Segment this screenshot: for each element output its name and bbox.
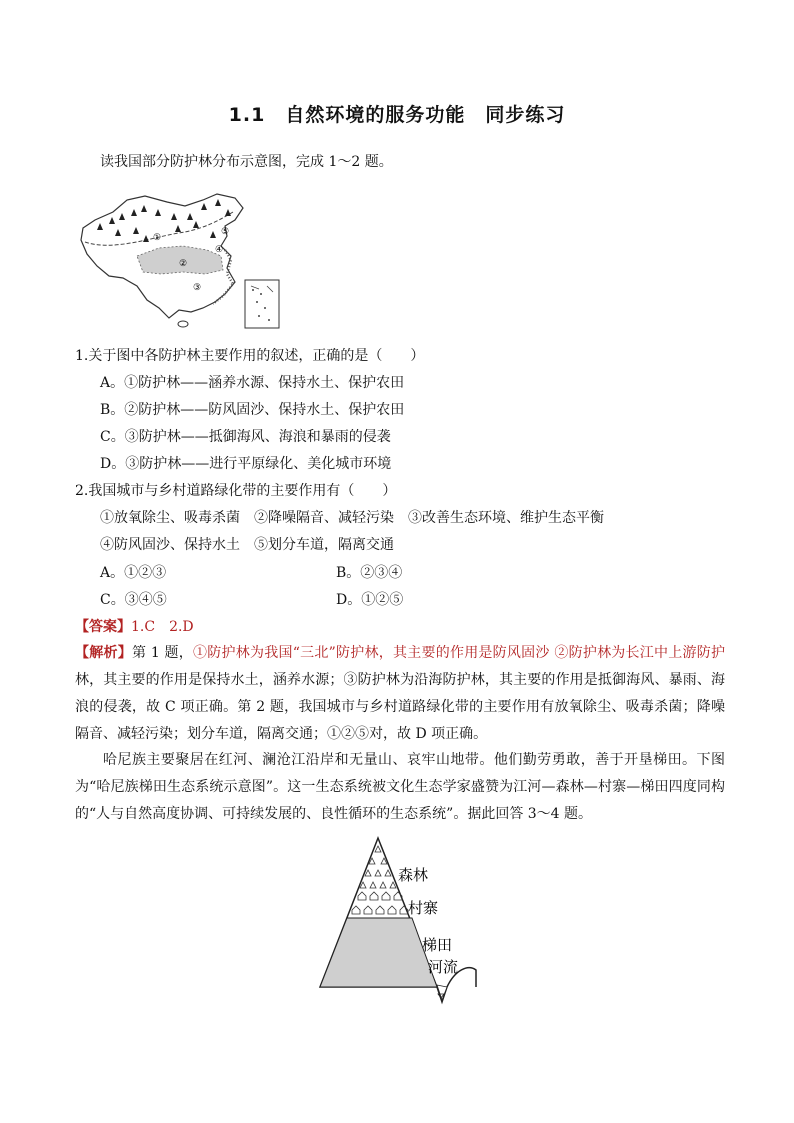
page-title: 1.1 自然环境的服务功能 同步练习 xyxy=(228,104,566,126)
analysis-paragraph xyxy=(75,640,725,748)
label-forest: 森林 xyxy=(398,866,429,884)
inset-coast xyxy=(251,286,273,292)
q2-items-line1: ①放氧除尘、吸毒杀菌 ②降噪隔音、减轻污染 ③改善生态环境、维护生态平衡 xyxy=(100,510,604,526)
analysis-part2: ①防护林为我国“三北”防护林，其主要的作用是防风固沙 ②防护林为长江中上游防护 xyxy=(193,645,726,661)
label-river: 河流 xyxy=(428,958,459,976)
village-zone xyxy=(352,892,408,914)
map-label-2: ② xyxy=(179,259,188,269)
inset-islands xyxy=(252,289,270,321)
label-village: 村寨 xyxy=(408,899,439,917)
china-map-figure xyxy=(75,190,295,335)
answer-text: 1.C 2.D xyxy=(131,619,194,635)
terrace-diagram-figure xyxy=(300,830,500,1010)
answer-line xyxy=(75,617,194,637)
map-label-1: ① xyxy=(153,233,162,243)
analysis-tag: 【解析】 xyxy=(75,645,132,661)
map-label-4: ④ xyxy=(215,245,224,255)
analysis-part1: 第 1 题， xyxy=(131,645,194,661)
answer-tag: 【答案】 xyxy=(75,619,131,635)
q2-option-a: A。①②③ xyxy=(100,565,167,581)
q2-items-line2: ④防风固沙、保持水土 ⑤划分车道，隔离交通 xyxy=(100,537,394,553)
q2-option-c: C。③④⑤ xyxy=(100,592,167,608)
map-label-3: ③ xyxy=(193,283,202,293)
label-terrace: 梯田 xyxy=(422,936,453,954)
shelterbelt-map xyxy=(75,190,295,335)
terrace-zone xyxy=(320,918,437,987)
south-sea-inset xyxy=(245,280,279,328)
q1-stem: 1.关于图中各防护林主要作用的叙述，正确的是（ ） xyxy=(75,348,425,364)
intro-text: 读我国部分防护林分布示意图，完成 1～2 题。 xyxy=(100,154,393,170)
terrace-ecosystem-diagram xyxy=(300,830,500,1010)
passage-hani: 哈尼族主要聚居在红河、澜沧江沿岸和无量山、哀牢山地带。他们勤劳勇敢，善于开垦梯田。下图为“哈尼族梯田生态系统示意图”。这一生态系统被文化生态学家盛赞为江河—森林—村寨—梯田四度同构的“人与自然高度协调、可持续发展的、良性循环的生态系统”。据此回答 3～4 题。 xyxy=(75,752,725,822)
q2-stem: 2.我国城市与乡村道路绿化带的主要作用有（ ） xyxy=(75,483,397,499)
q1-option-a: A。①防护林——涵养水源、保持水土、保护农田 xyxy=(100,375,405,391)
forest-zone xyxy=(360,846,396,888)
hainan-island xyxy=(178,321,188,327)
map-label-5: ⑤ xyxy=(221,227,230,237)
q1-option-c: C。③防护林——抵御海风、海浪和暴雨的侵袭 xyxy=(100,429,391,445)
q1-option-d: D。③防护林——进行平原绿化、美化城市环境 xyxy=(100,456,392,472)
q1-option-b: B。②防护林——防风固沙、保持水土、保护农田 xyxy=(100,402,405,418)
q2-option-d: D。①②⑤ xyxy=(336,592,404,608)
q2-option-b: B。②③④ xyxy=(336,565,403,581)
analysis-part3: 林，其主要的作用是保持水土，涵养水源；③防护林为沿海防护林，其主要的作用是抵御海风、暴雨、海浪的侵袭，故 C 项正确。第 2 题，我国城市与乡村道路绿化带的主要作用有放氧除尘、吸毒杀菌；降噪隔音、减轻污染；划分车道，隔离交通；①②⑤对，故 D 项正确。 xyxy=(75,672,725,742)
